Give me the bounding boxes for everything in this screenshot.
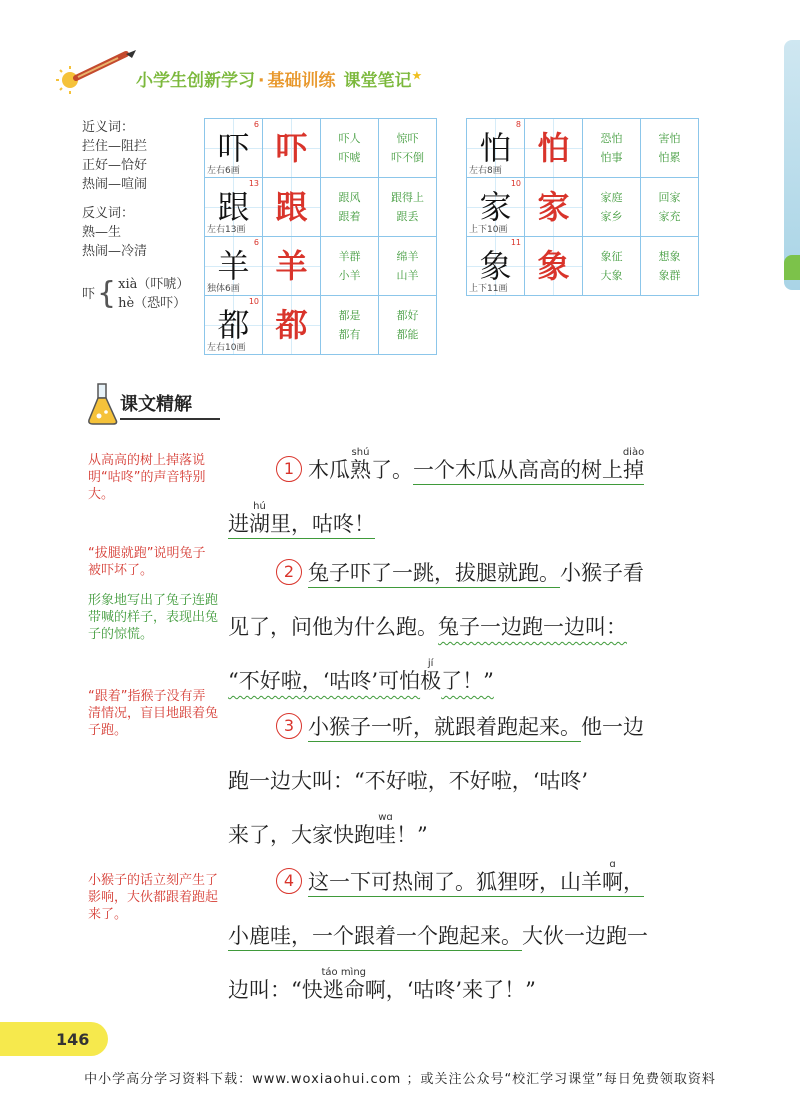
word-cell: 惊吓 吓不倒	[379, 119, 437, 178]
polyphone-note	[82, 275, 202, 313]
side-note: 从高高的树上掉落说明“咕咚”的声音特别大。	[88, 453, 206, 502]
table-row	[467, 237, 699, 296]
char-cell-red: 羊	[263, 237, 321, 296]
char-cell: 怕 8 左右8画	[467, 119, 525, 178]
char-cell: 家 10 上下10画	[467, 178, 525, 237]
paintbrush-icon	[48, 48, 138, 98]
word-cell: 家庭 家乡	[583, 178, 641, 237]
word-cell: 吓人 吓唬	[321, 119, 379, 178]
synonym-item: 拦住—阻拦	[82, 139, 148, 154]
word-cell: 都好 都能	[379, 296, 437, 355]
side-note: 形象地写出了兔子连跑带喊的样子，表现出兔子的惊慌。	[88, 593, 219, 642]
brand-dot: ·	[258, 71, 265, 91]
table-row	[205, 119, 437, 178]
word-cell: 恐怕 怕事	[583, 119, 641, 178]
table-row	[205, 296, 437, 355]
page-header	[48, 48, 468, 98]
paragraph-number: 3	[276, 713, 302, 739]
char-cell-red: 都	[263, 296, 321, 355]
char-cell-red: 吓	[263, 119, 321, 178]
antonym-title: 反义词：	[82, 206, 135, 221]
character-table-right	[466, 118, 699, 296]
page-number: 146	[56, 1030, 90, 1049]
paragraph-number: 4	[276, 868, 302, 894]
paragraph-3: 3 小猴子一听，就跟着跑起来。他一边 跑一边大叫：“不好啦，不好啦，‘咕咚’ 来了，大家快跑 wɑ 哇！”	[228, 715, 644, 847]
star-icon: ★	[411, 68, 423, 83]
polyphone-reading: xià（吓唬）	[118, 277, 190, 292]
table-row	[467, 178, 699, 237]
title-underline	[120, 416, 220, 422]
char-cell-red: 象	[525, 237, 583, 296]
word-cell: 绵羊 山羊	[379, 237, 437, 296]
brand-main: 小学生创新学习	[136, 71, 255, 91]
word-cell: 象征 大象	[583, 237, 641, 296]
word-cell: 跟风 跟着	[321, 178, 379, 237]
page-number-badge	[0, 1022, 108, 1056]
table-row	[205, 237, 437, 296]
word-cell: 都是 都有	[321, 296, 379, 355]
side-note: 小猴子的话立刻产生了影响，大伙都跟着跑起来了。	[88, 873, 219, 922]
word-cell: 想象 象群	[641, 237, 699, 296]
antonym-item: 热闹—冷清	[82, 244, 148, 259]
table-row	[467, 119, 699, 178]
char-cell: 羊 6 独体6画	[205, 237, 263, 296]
brace-icon: {	[97, 276, 117, 311]
paragraph-4: 4 这一下可热闹了。狐狸呀，山羊 ɑ 啊， 小鹿哇，一个跟着一个跑起来。大伙一边跑一 边叫：“快 táo mìng 逃命啊，‘咕咚’来了！”	[228, 859, 648, 1002]
brand-title	[136, 66, 422, 91]
polyphone-reading: hè（恐吓）	[118, 296, 187, 311]
paragraph-1: 1 木瓜 shú 熟了。一个木瓜从高高的树上 diào 掉 进 hú 湖里，咕咚！	[228, 443, 698, 551]
word-cell: 羊群 小羊	[321, 237, 379, 296]
character-table-left	[204, 118, 437, 355]
synonym-title: 近义词：	[82, 120, 135, 135]
antonym-item: 熟—生	[82, 225, 122, 240]
brand-sub: 基础训练	[267, 71, 336, 91]
char-cell: 都 10 左右10画	[205, 296, 263, 355]
synonym-item: 热闹—喧闹	[82, 177, 148, 192]
char-cell: 跟 13 左右13画	[205, 178, 263, 237]
side-note: “跟着”指猴子没有弄清情况，盲目地跟着兔子跑。	[88, 689, 219, 738]
section-header	[86, 382, 226, 428]
char-cell-red: 跟	[263, 178, 321, 237]
char-cell: 象 11 上下11画	[467, 237, 525, 296]
table-row	[205, 178, 437, 237]
paragraph-2: 2 兔子吓了一跳，拔腿就跑。小猴子看 见了，问他为什么跑。兔子一边跑一边叫： “不好啦，‘咕咚’可怕 jí 极了！”	[228, 561, 644, 693]
edge-hill	[784, 255, 800, 280]
paragraph-number: 2	[276, 559, 302, 585]
brand-notes: 课堂笔记	[343, 71, 412, 91]
section-title: 课文精解	[120, 394, 192, 415]
vocab-notes	[82, 118, 202, 313]
char-cell-red: 家	[525, 178, 583, 237]
flask-icon	[86, 382, 120, 426]
char-cell: 吓 6 左右6画	[205, 119, 263, 178]
edge-decoration	[784, 40, 800, 290]
side-note: “拔腿就跑”说明兔子被吓坏了。	[88, 546, 206, 578]
word-cell: 回家 家充	[641, 178, 699, 237]
paragraph-number: 1	[276, 456, 302, 482]
synonym-item: 正好—恰好	[82, 158, 148, 173]
char-cell-red: 怕	[525, 119, 583, 178]
footer-text: 中小学高分学习资料下载：www.woxiaohui.com ；或关注公众号“校汇学习课堂”每日免费领取资料	[84, 1072, 716, 1087]
word-cell: 跟得上 跟丢	[379, 178, 437, 237]
word-cell: 害怕 怕累	[641, 119, 699, 178]
polyphone-char: 吓	[82, 286, 96, 302]
